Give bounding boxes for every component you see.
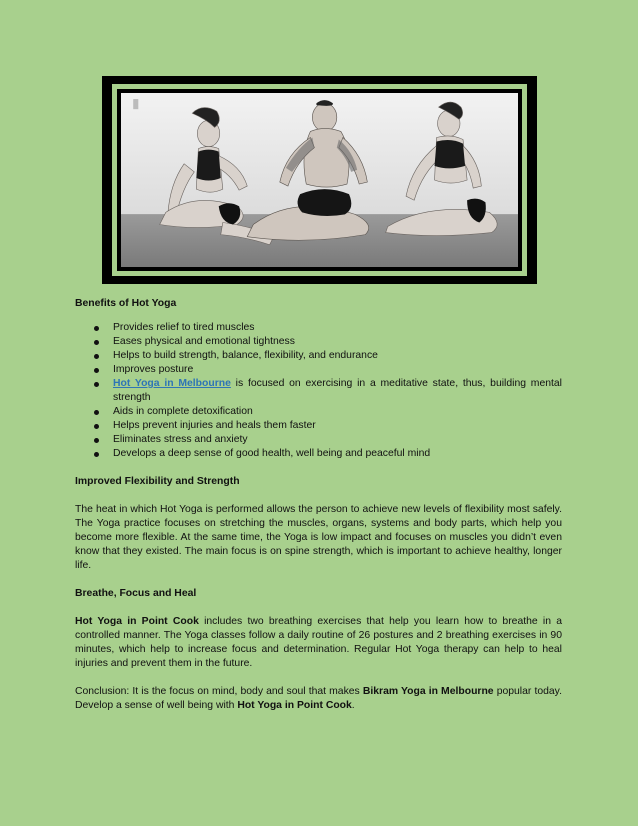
list-item: Eliminates stress and anxiety [75, 433, 562, 447]
benefits-heading: Benefits of Hot Yoga [75, 298, 177, 309]
list-item: Provides relief to tired muscles [75, 321, 562, 335]
list-item: Helps to build strength, balance, flexibility, and endurance [75, 349, 562, 363]
list-item: Aids in complete detoxification [75, 405, 562, 419]
breathe-text: includes two breathing exercises that help you learn how to breathe in a controlled manner. The Yoga classes follow a daily routine of 26 postures and 2 breathing exercises in 90 minutes, which help to increase focus and determination. Regular Hot Yoga therapy can help to heal injuries and prevent them in the future. [75, 616, 562, 669]
breathe-heading: Breathe, Focus and Heal [75, 588, 197, 599]
image-frame [102, 76, 537, 284]
image-frame-border [117, 89, 522, 271]
list-item: Develops a deep sense of good health, well being and peaceful mind [75, 447, 562, 461]
conclusion-paragraph [75, 685, 562, 713]
list-item: Improves posture [75, 363, 562, 377]
conclusion-text-2: popular today. Develop a sense of well being with [75, 686, 562, 711]
bikram-bold: Bikram Yoga in Melbourne [362, 686, 494, 697]
flexibility-heading: Improved Flexibility and Strength [75, 476, 240, 487]
flexibility-paragraph: The heat in which Hot Yoga is performed allows the person to achieve new levels of flexibility most safely. The Yoga practice focuses on stretching the muscles, organs, systems and body parts, which help you become more flexible. At the same time, the Yoga is low impact and focuses on muscles you didn’t even know that they existed. The main focus is on spine strength, which is important to achieve healthy, longer life. [75, 504, 562, 571]
breathe-paragraph [75, 615, 562, 671]
list-item: Eases physical and emotional tightness [75, 335, 562, 349]
point-cook-bold-2: Hot Yoga in Point Cook [237, 700, 352, 711]
image-frame-mat [112, 84, 527, 276]
yoga-photo-illustration [121, 93, 518, 267]
list-item-text: is focused on exercising in a meditative state, thus, building mental strength [113, 378, 562, 403]
conclusion-text-1: Conclusion: It is the focus on mind, body and soul that makes [75, 686, 363, 697]
conclusion-text-3: . [351, 700, 355, 711]
point-cook-bold: Hot Yoga in Point Cook [75, 616, 199, 627]
list-item: Helps prevent injuries and heals them faster [75, 419, 562, 433]
benefits-list [75, 321, 562, 461]
yoga-photo [121, 93, 518, 267]
article-body [75, 297, 562, 713]
list-item [75, 377, 562, 405]
hot-yoga-melbourne-link[interactable]: Hot Yoga in Melbourne [113, 378, 231, 389]
